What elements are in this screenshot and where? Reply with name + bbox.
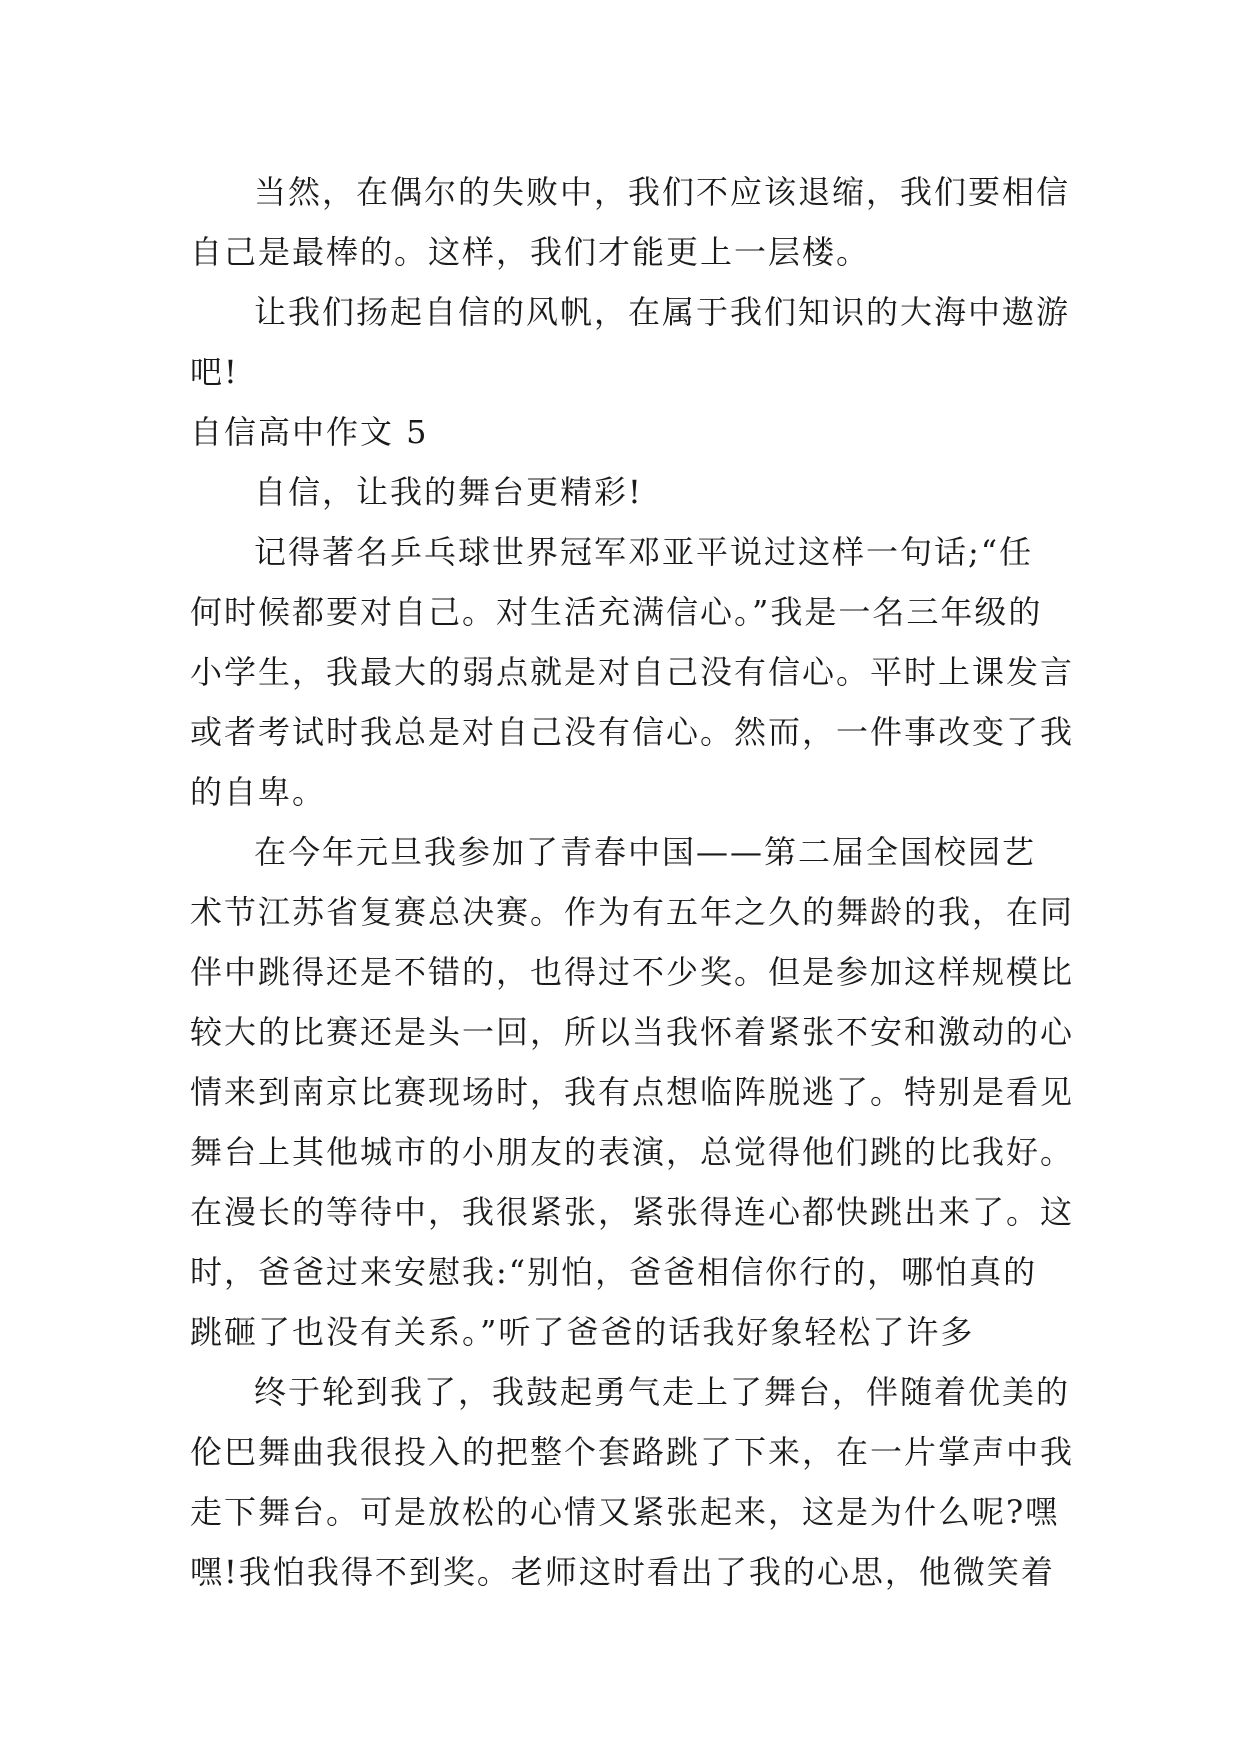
text-line: 术节江苏省复赛总决赛。作为有五年之久的舞龄的我，在同 <box>190 893 1075 931</box>
text-line: 伦巴舞曲我很投入的把整个套路跳了下来，在一片掌声中我 <box>190 1433 1075 1471</box>
text-line: 走下舞台。可是放松的心情又紧张起来，这是为什么呢?嘿 <box>190 1493 1060 1531</box>
text-line: 情来到南京比赛现场时，我有点想临阵脱逃了。特别是看见 <box>190 1073 1075 1111</box>
text-line: 跳砸了也没有关系。”听了爸爸的话我好象轻松了许多 <box>190 1313 975 1351</box>
text-line: 自己是最棒的。这样，我们才能更上一层楼。 <box>190 233 871 271</box>
text-line: 终于轮到我了，我鼓起勇气走上了舞台，伴随着优美的 <box>254 1373 1071 1411</box>
section-heading: 自信高中作文 5 <box>190 413 429 451</box>
text-line: 时，爸爸过来安慰我:“别怕，爸爸相信你行的，哪怕真的 <box>190 1253 1038 1291</box>
text-line: 较大的比赛还是头一回，所以当我怀着紧张不安和激动的心 <box>190 1013 1075 1051</box>
text-line: 的自卑。 <box>190 773 327 811</box>
text-line: 吧! <box>190 353 239 391</box>
text-line: 在漫长的等待中，我很紧张，紧张得连心都快跳出来了。这 <box>190 1193 1075 1231</box>
text-line: 舞台上其他城市的小朋友的表演，总觉得他们跳的比我好。 <box>190 1133 1075 1171</box>
text-line: 让我们扬起自信的风帆，在属于我们知识的大海中遨游 <box>254 293 1071 331</box>
text-line: 嘿!我怕我得不到奖。老师这时看出了我的心思，他微笑着 <box>190 1553 1055 1591</box>
text-line: 小学生，我最大的弱点就是对自己没有信心。平时上课发言 <box>190 653 1075 691</box>
text-line: 在今年元旦我参加了青春中国——第二届全国校园艺 <box>254 833 1037 871</box>
text-line: 当然，在偶尔的失败中，我们不应该退缩，我们要相信 <box>254 173 1071 211</box>
essay-title-line: 自信，让我的舞台更精彩! <box>254 473 643 511</box>
text-line: 记得著名乒乓球世界冠军邓亚平说过这样一句话;“任 <box>254 533 1034 571</box>
text-line: 何时候都要对自己。对生活充满信心。”我是一名三年级的 <box>190 593 1043 631</box>
text-line: 或者考试时我总是对自己没有信心。然而，一件事改变了我 <box>190 713 1075 751</box>
document-body <box>190 162 1075 1602</box>
text-line: 伴中跳得还是不错的，也得过不少奖。但是参加这样规模比 <box>190 953 1075 991</box>
